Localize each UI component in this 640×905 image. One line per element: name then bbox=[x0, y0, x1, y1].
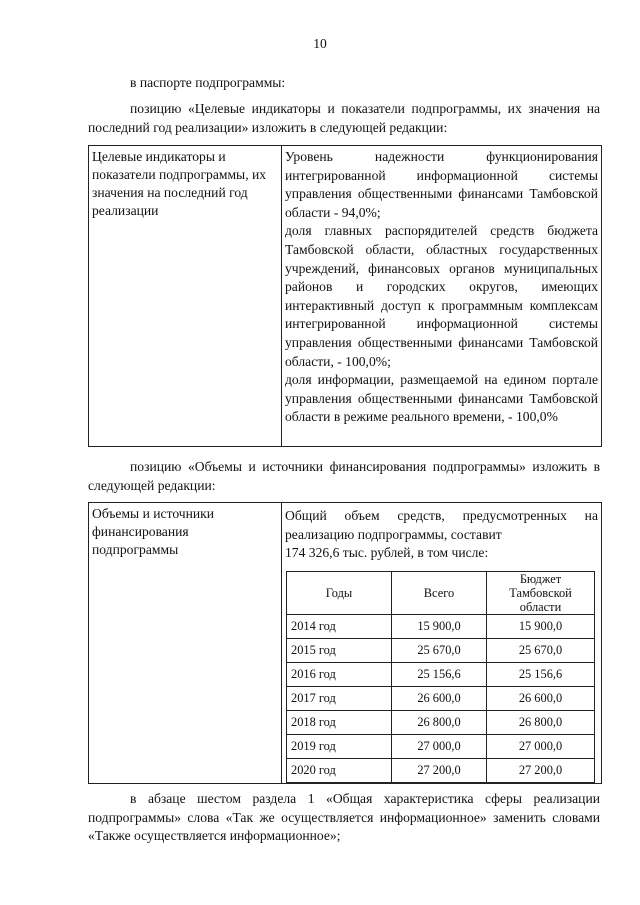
intro-line: в паспорте подпрограммы: bbox=[130, 75, 286, 90]
budget-cell: 15 900,0 bbox=[487, 614, 595, 638]
year-cell: 2020 год bbox=[287, 758, 392, 782]
year-cell: 2014 год bbox=[287, 614, 392, 638]
total-cell: 25 156,6 bbox=[392, 662, 487, 686]
indicator-item: Уровень надежности функционирования интегрированной информационной системы управления общественными финансами Тамбовской области - 94,0%; bbox=[285, 149, 598, 220]
financing-summary: Общий объем средств, предусмотренных на реализацию подпрограммы, составит bbox=[285, 508, 598, 542]
total-cell: 27 200,0 bbox=[392, 758, 487, 782]
budget-cell: 27 000,0 bbox=[487, 734, 595, 758]
table-row bbox=[287, 614, 595, 638]
table-row bbox=[287, 638, 595, 662]
total-cell: 26 600,0 bbox=[392, 686, 487, 710]
table-row bbox=[287, 662, 595, 686]
budget-cell: 26 800,0 bbox=[487, 710, 595, 734]
indicator-item: доля главных распорядителей средств бюджета Тамбовской области, областных государственных учреждений, финансовых органов муниципальных районов и городских округов, имеющих интерактивный доступ к программным комплексам интегрированной информационной системы управления общественными финансами Тамбовской области, - 100,0%; bbox=[285, 223, 598, 369]
budget-cell: 27 200,0 bbox=[487, 758, 595, 782]
financing-label: Объемы и источники финансирования подпрограммы bbox=[89, 503, 282, 784]
closing-paragraph: в абзаце шестом раздела 1 «Общая характеристика сферы реализации подпрограммы» слова «Так же осуществляется информационное» заменить словами «Также осуществляется информационное»; bbox=[88, 791, 600, 844]
total-cell: 26 800,0 bbox=[392, 710, 487, 734]
total-cell: 25 670,0 bbox=[392, 638, 487, 662]
breakdown-header bbox=[287, 571, 595, 614]
budget-cell: 26 600,0 bbox=[487, 686, 595, 710]
header-total: Всего bbox=[392, 571, 487, 614]
budget-cell: 25 670,0 bbox=[487, 638, 595, 662]
indicators-values bbox=[282, 146, 602, 447]
table-row bbox=[287, 758, 595, 782]
year-cell: 2015 год bbox=[287, 638, 392, 662]
indicators-label: Целевые индикаторы и показатели подпрограммы, их значения на последний год реализации bbox=[89, 146, 282, 447]
year-cell: 2019 год bbox=[287, 734, 392, 758]
page-number: 10 bbox=[313, 36, 327, 51]
position2-intro: позицию «Объемы и источники финансирования подпрограммы» изложить в следующей редакции: bbox=[88, 459, 600, 493]
total-cell: 15 900,0 bbox=[392, 614, 487, 638]
total-cell: 27 000,0 bbox=[392, 734, 487, 758]
financing-values bbox=[282, 503, 602, 784]
year-cell: 2016 год bbox=[287, 662, 392, 686]
position1-intro: позицию «Целевые индикаторы и показатели подпрограммы, их значения на последний год реализации» изложить в следующей редакции: bbox=[88, 101, 600, 135]
table-row bbox=[287, 710, 595, 734]
header-regional-budget: Бюджет Тамбовской области bbox=[487, 571, 595, 614]
financing-total: 174 326,6 тыс. рублей, в том числе: bbox=[285, 545, 489, 561]
financing-table bbox=[88, 502, 602, 784]
year-cell: 2018 год bbox=[287, 710, 392, 734]
header-years: Годы bbox=[287, 571, 392, 614]
financing-breakdown bbox=[286, 571, 595, 783]
indicators-table bbox=[88, 145, 602, 447]
table-row bbox=[287, 686, 595, 710]
year-cell: 2017 год bbox=[287, 686, 392, 710]
budget-cell: 25 156,6 bbox=[487, 662, 595, 686]
table-row bbox=[287, 734, 595, 758]
indicator-item: доля информации, размещаемой на едином портале управления общественными финансами Тамбовской области в режиме реального времени, - 100,0% bbox=[285, 372, 598, 425]
